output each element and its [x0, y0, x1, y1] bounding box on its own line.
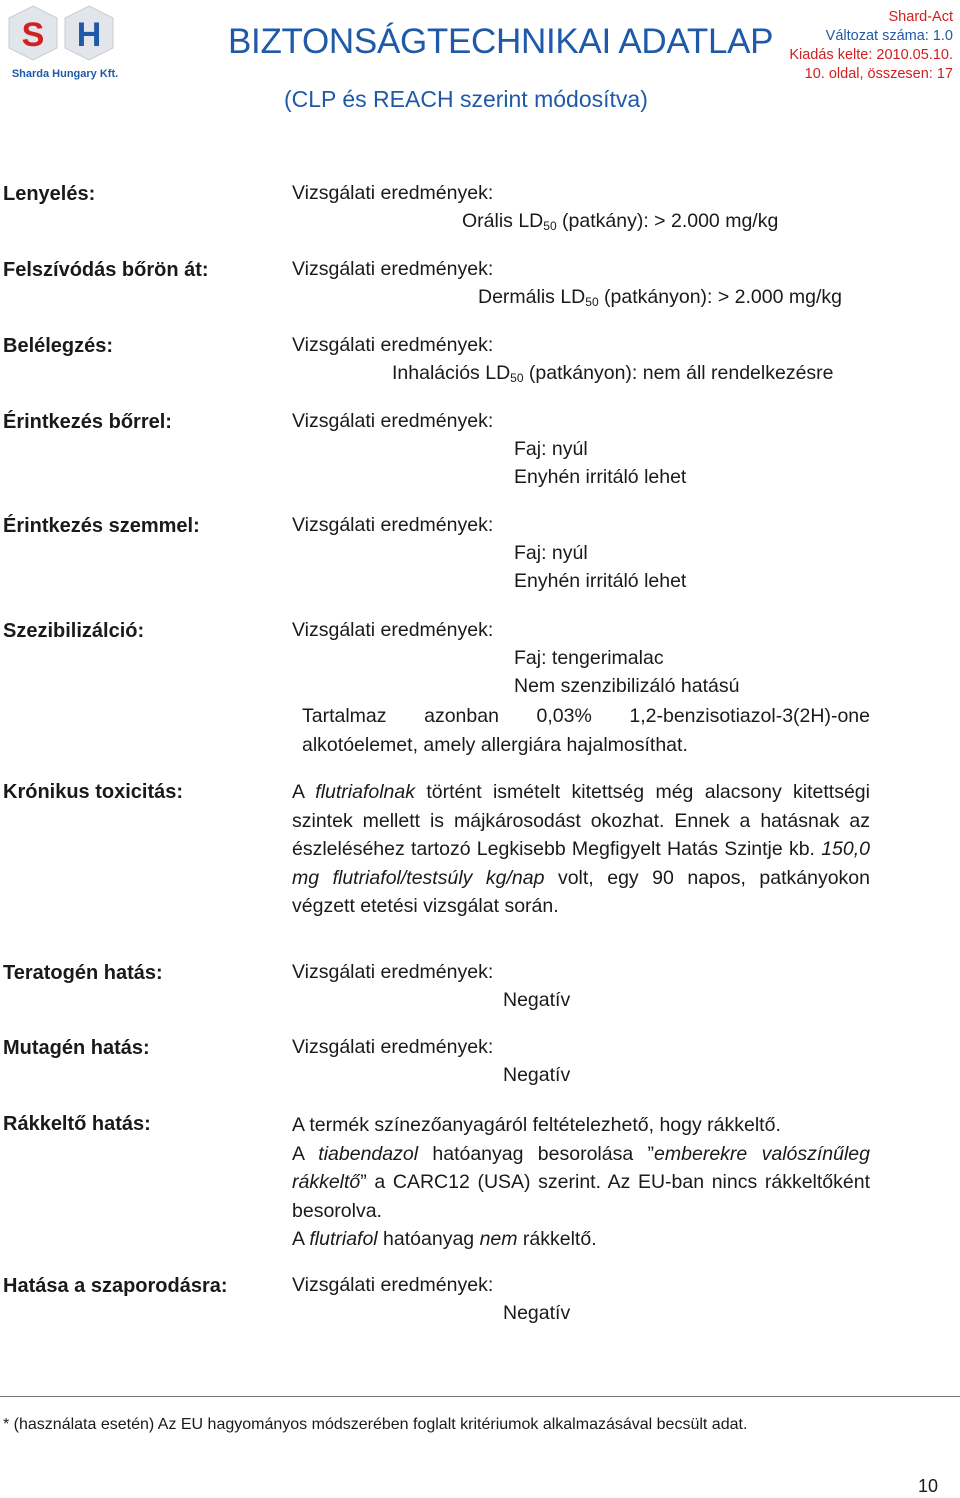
results-heading: Vizsgálati eredmények:	[292, 619, 494, 641]
results-heading: Vizsgálati eredmények:	[292, 1274, 494, 1296]
section-label-chronic-toxicity: Krónikus toxicitás:	[3, 781, 184, 803]
inhalation-ld50-value: Inhalációs $LD_{50}$ (patkányon): nem áll rendelkezésre	[392, 362, 834, 385]
species-text: Faj: nyúl	[514, 438, 588, 460]
species-text: Faj: nyúl	[514, 542, 588, 564]
carcinogenicity-line: A termék színezőanyagáról feltételezhető, hogy rákkeltő.	[292, 1114, 781, 1136]
results-heading: Vizsgálati eredmények:	[292, 334, 494, 356]
results-heading: Vizsgálati eredmények:	[292, 410, 494, 432]
svg-text:H: H	[76, 16, 102, 54]
sensitisation-note: Tartalmaz azonban 0,03% 1,2-benzisotiazol-3(2H)-one alkotóelemet, amely allergiára hajalmosíthat.	[302, 705, 870, 756]
carcinogenicity-line: A flutriafol hatóanyag nem rákkeltő.	[292, 1228, 597, 1250]
results-heading: Vizsgálati eredmények:	[292, 182, 494, 204]
section-label-carcinogenicity: Rákkeltő hatás:	[3, 1113, 151, 1135]
page-header	[0, 0, 960, 130]
section-label-mutagenicity: Mutagén hatás:	[3, 1037, 150, 1059]
company-logo	[4, 4, 122, 84]
result-text: Enyhén irritáló lehet	[514, 570, 687, 592]
result-text: Negatív	[503, 989, 571, 1011]
document-title: BIZTONSÁGTECHNIKAI ADATLAP	[228, 22, 774, 61]
footnote: * (használata esetén) Az EU hagyományos módszerében foglalt kritériumok alkalmazásával becsült adat.	[3, 1416, 748, 1433]
version-number: Változat száma: 1.0	[825, 28, 953, 44]
result-text: Enyhén irritáló lehet	[514, 466, 687, 488]
results-heading: Vizsgálati eredmények:	[292, 258, 494, 280]
section-label-eye-contact: Érintkezés szemmel:	[3, 515, 200, 537]
section-label-dermal: Felszívódás bőrön át:	[3, 259, 209, 281]
document-meta	[789, 8, 953, 84]
document-subtitle: (CLP és REACH szerint módosítva)	[284, 86, 648, 112]
section-label-skin-contact: Érintkezés bőrrel:	[3, 411, 172, 433]
carcinogenicity-line: A tiabendazol hatóanyag besorolása ”emberekre valószínűleg rákkeltő” a CARC12 (USA) szerint. Az EU-ban nincs rákkeltőként besorolva.	[292, 1142, 870, 1222]
results-heading: Vizsgálati eredmények:	[292, 514, 494, 536]
section-label-inhalation: Belélegzés:	[3, 335, 114, 357]
company-name: Sharda Hungary Kft.	[11, 68, 119, 80]
chronic-toxicity-text: A flutriafolnak történt ismételt kitettség még alacsony kitettségi szintek mellett is májkárosodást okozhat. Ennek a hatásnak az észleléséhez tartozó Legkisebb Megfigyelt Hatás Szintje kb. 150,0 mg flutriafol/testsúly kg/nap volt, egy 90 napos, patkányokon végzett etetési vizsgálat során.	[292, 781, 870, 917]
section-label-teratogenicity: Teratogén hatás:	[3, 962, 163, 984]
product-name: Shard-Act	[888, 9, 953, 25]
section-label-sensitisation: Szezibilizálció:	[3, 620, 145, 642]
svg-text:S: S	[21, 16, 45, 54]
results-heading: Vizsgálati eredmények:	[292, 961, 494, 983]
section-label-ingestion: Lenyelés:	[3, 183, 96, 205]
result-text: Nem szenzibilizáló hatású	[514, 675, 740, 697]
footer-divider	[0, 1396, 960, 1397]
dermal-ld50-value: Dermális $LD_{50}$ (patkányon): > 2.000 mg/kg	[478, 286, 842, 309]
species-text: Faj: tengerimalac	[514, 647, 664, 669]
results-heading: Vizsgálati eredmények:	[292, 1036, 494, 1058]
page-number: 10	[917, 1476, 938, 1496]
result-text: Negatív	[503, 1302, 571, 1324]
section-label-reproductive: Hatása a szaporodásra:	[3, 1275, 228, 1297]
issue-date: Kiadás kelte: 2010.05.10.	[789, 47, 953, 63]
carcinogenicity-text	[292, 1111, 870, 1254]
page-info: 10. oldal, összesen: 17	[804, 66, 953, 82]
oral-ld50-value: Orális $LD_{50}$ (patkány): > 2.000 mg/kg	[462, 210, 779, 233]
result-text: Negatív	[503, 1064, 571, 1086]
